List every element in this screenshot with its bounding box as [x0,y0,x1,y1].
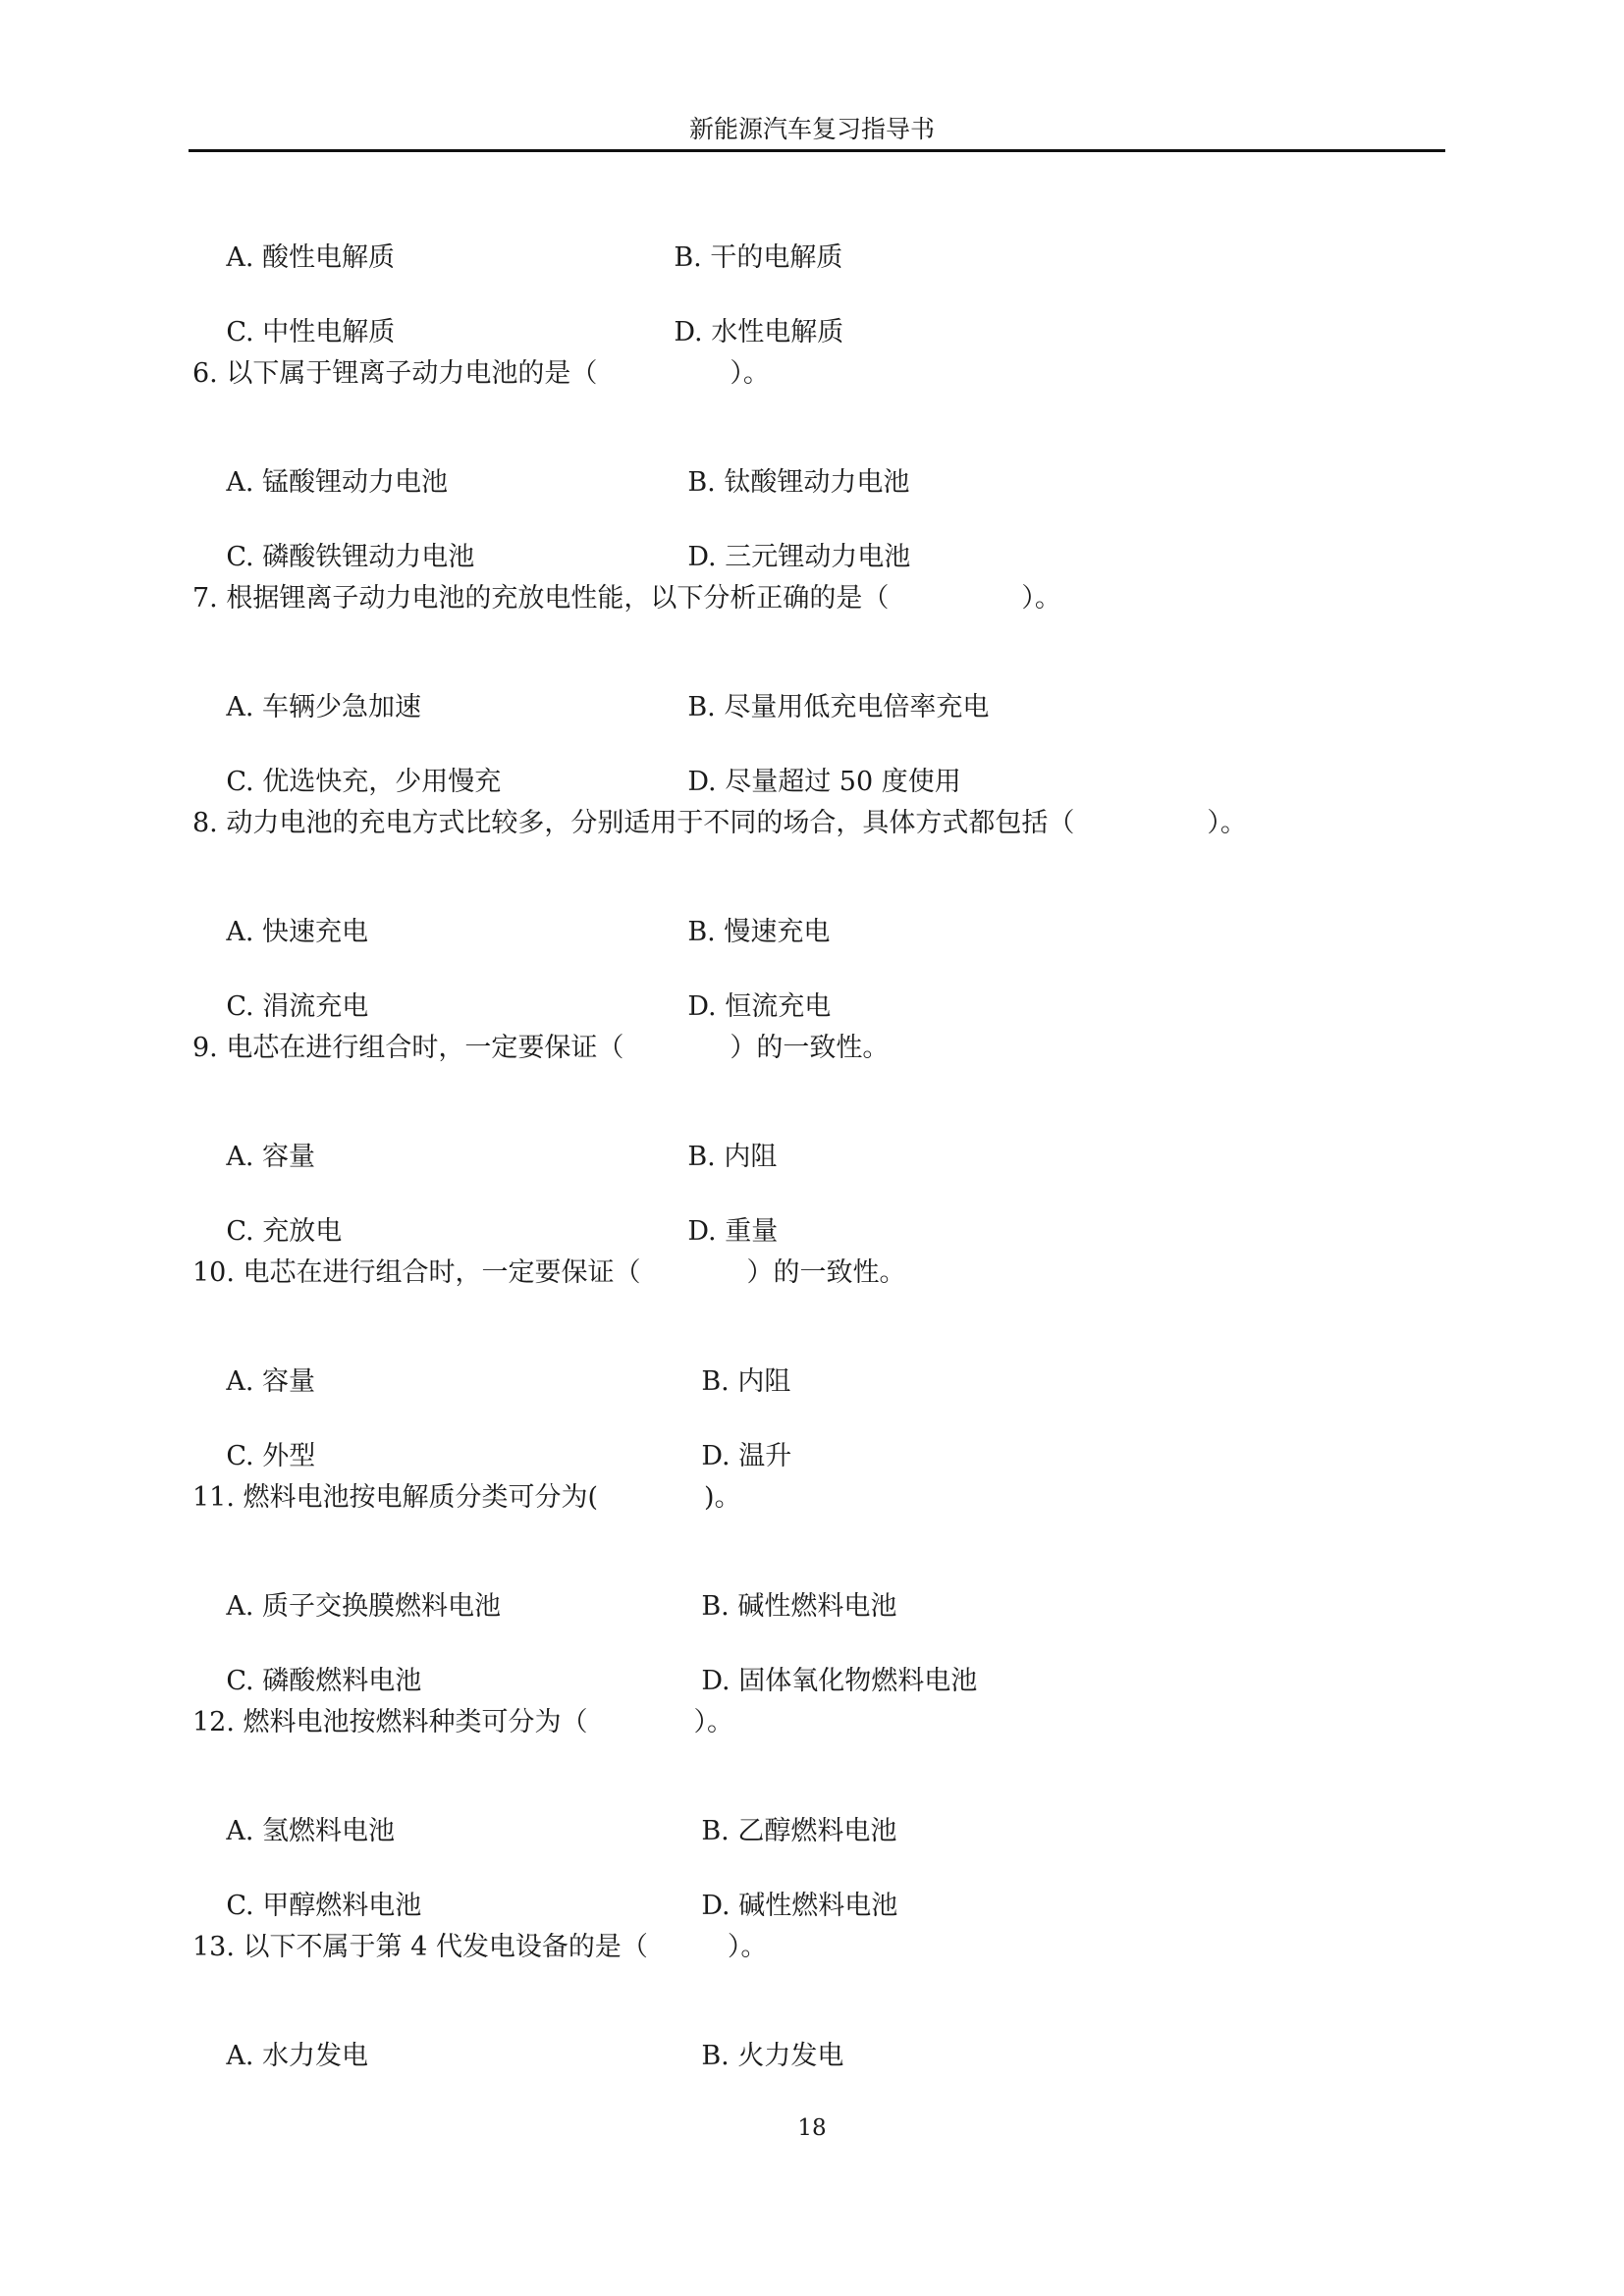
option-right: B. 碱性燃料电池 [701,1591,897,1622]
option-right: B. 慢速充电 [687,917,831,947]
option-left: A. 质子交换膜燃料电池 [226,1591,502,1622]
option-left: A. 容量 [226,1366,316,1397]
option-left: A. 容量 [226,1142,316,1172]
option-right: D. 三元锂动力电池 [687,542,911,572]
option-left: A. 酸性电解质 [226,242,396,273]
option-right: D. 水性电解质 [674,317,844,347]
option-right: B. 内阻 [687,1142,778,1172]
option-right: B. 尽量用低充电倍率充电 [687,692,990,722]
question-10: 10. 电芯在进行组合时，一定要保证（ ）的一致性。 [192,1257,906,1288]
option-right: D. 重量 [687,1216,779,1247]
option-left: C. 外型 [226,1441,316,1471]
option-right: D. 碱性燃料电池 [701,1891,898,1921]
option-left: C. 磷酸铁锂动力电池 [226,542,475,572]
header-rule [189,149,1445,152]
option-row-right [668,2006,843,2107]
option-right: B. 内阻 [701,1366,791,1397]
option-left: C. 磷酸燃料电池 [226,1666,422,1696]
page-number: 18 [797,2115,827,2141]
question-6: 6. 以下属于锂离子动力电池的是（ ）。 [192,358,770,389]
option-right: B. 乙醇燃料电池 [701,1816,897,1846]
question-8: 8. 动力电池的充电方式比较多，分别适用于不同的场合，具体方式都包括（ ）。 [192,808,1247,838]
option-left: C. 涓流充电 [226,991,369,1022]
option-left: C. 甲醇燃料电池 [226,1891,422,1921]
option-right: D. 恒流充电 [687,991,832,1022]
option-right: D. 固体氧化物燃料电池 [701,1666,978,1696]
header-title: 新能源汽车复习指导书 [688,115,935,143]
option-left: A. 锰酸锂动力电池 [226,467,449,498]
question-11: 11. 燃料电池按电解质分类可分为( )。 [192,1482,741,1513]
question-13: 13. 以下不属于第 4 代发电设备的是（ ）。 [192,1932,768,1962]
option-right: D. 尽量超过 50 度使用 [687,767,961,797]
question-9: 9. 电芯在进行组合时，一定要保证（ ）的一致性。 [192,1033,890,1063]
option-row [192,2006,368,2107]
option-left: A. 快速充电 [226,917,369,947]
question-7: 7. 根据锂离子动力电池的充放电性能，以下分析正确的是（ ）。 [192,583,1061,614]
option-right: B. 钛酸锂动力电池 [687,467,910,498]
option-left: C. 充放电 [226,1216,343,1247]
option-right: D. 温升 [701,1441,792,1471]
option-left: A. 车辆少急加速 [226,692,422,722]
option-right: B. 干的电解质 [674,242,843,273]
option-left: A. 氢燃料电池 [226,1816,396,1846]
option-left: A. 水力发电 [226,2041,369,2071]
option-right: B. 火力发电 [701,2041,844,2071]
option-left: C. 中性电解质 [226,317,396,347]
question-12: 12. 燃料电池按燃料种类可分为（ ）。 [192,1707,734,1737]
option-left: C. 优选快充，少用慢充 [226,767,502,797]
